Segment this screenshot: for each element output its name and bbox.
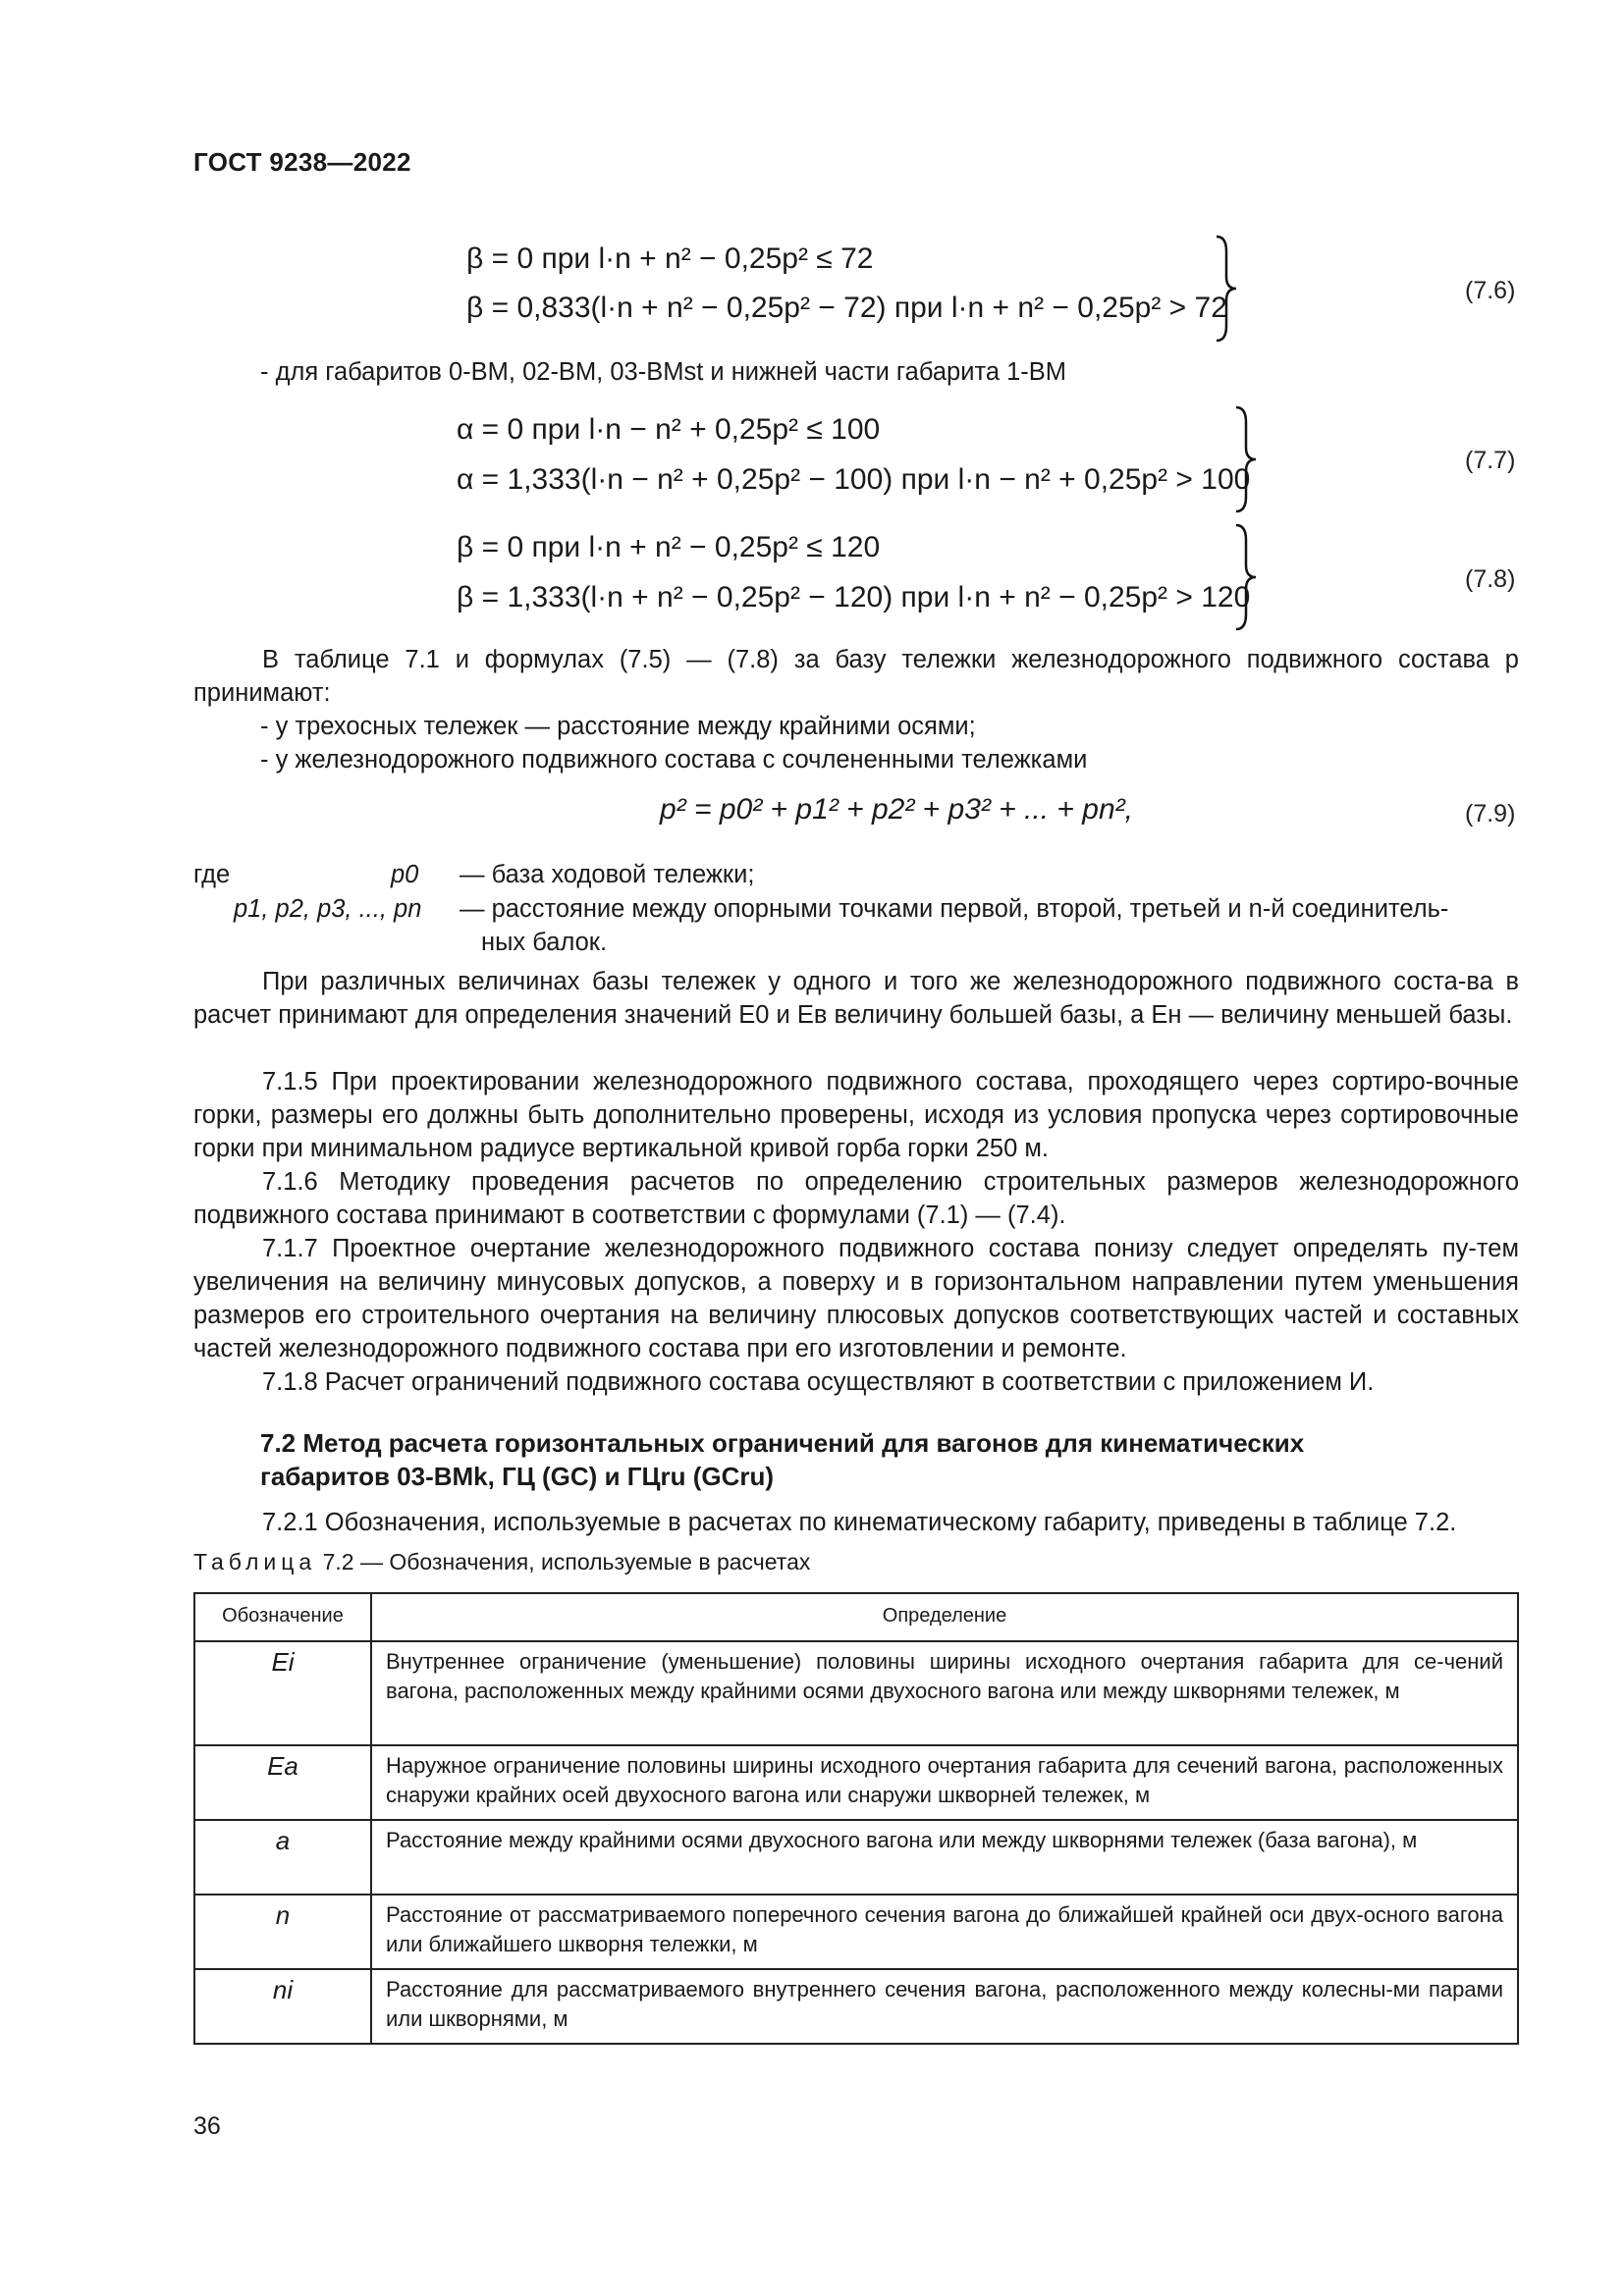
formula-7-9-number: (7.9) [1465,800,1516,828]
table-caption-title: 7.2 — Обозначения, используемые в расчетах [322,1549,811,1575]
notation-table [193,1592,1519,2045]
where-definition-p1-pn-line-2: ных балок. [481,929,608,956]
formula-7-7-line-2: α = 1,333(l·n − n² + 0,25p² − 100) при l·n − n² + 0,25p² > 100 [457,463,1251,496]
paragraph-7-1-8: 7.1.8 Расчет ограничений подвижного состава осуществляют в соответствии с приложением И. [262,1368,1375,1396]
paragraph-7-2-1: 7.2.1 Обозначения, используемые в расчетах по кинематическому габариту, приведены в таблице 7.2. [262,1509,1457,1536]
formula-7-9: p² = p0² + p1² + p2² + p3² + ... + pn², [660,793,1133,826]
where-definition-p0: — база ходовой тележки; [460,861,755,888]
table-row [194,1969,1518,2044]
paragraph-7-1-6: 7.1.6 Методику проведения расчетов по определению строительных размеров железнодорожного подвижного состава принимают в соответствии с формулами (7.1) — (7.4). [193,1168,1519,1229]
formula-7-8-line-2: β = 1,333(l·n + n² − 0,25p² − 120) при l·n + n² − 0,25p² > 120 [457,581,1251,614]
formula-7-7-number: (7.7) [1465,447,1516,474]
formula-7-8-brace [1232,522,1262,632]
gabarit-note: - для габаритов 0-ВМ, 02-ВМ, 03-ВМst и нижней части габарита 1-ВМ [260,358,1067,386]
table-caption [193,1549,810,1575]
paragraph-7-1-7: 7.1.7 Проектное очертание железнодорожного подвижного состава понизу следует определять пу-тем увеличения на величину минусовых допусков, а поверху и в горизонтальном направлении путем уменьшения размеров его строительного очертания на величину плюсовых допусков соответствующих частей и составных частей железнодорожного подвижного состава при его изготовлении и ремонте. [193,1235,1519,1362]
table-row [194,1820,1518,1895]
paragraph-bogie-base: В таблице 7.1 и формулах (7.5) — (7.8) за базу тележки железнодорожного подвижного состава p принимают: [193,646,1519,707]
where-label: где [193,861,231,888]
table-caption-word: Таблица [193,1549,317,1575]
table-header-row [194,1593,1518,1641]
section-heading-7-2-line-1: 7.2 Метод расчета горизонтальных ограничений для вагонов для кинематических [260,1428,1305,1458]
where-symbol-p0: p0 [391,861,419,888]
table-cell-definition: Расстояние между крайними осями двухосного вагона или между шкворнями тележек (база вагона), м [371,1820,1518,1895]
formula-7-8-line-1: β = 0 при l·n + n² − 0,25p² ≤ 120 [457,531,881,563]
table-header-definition: Определение [371,1593,1518,1641]
table-cell-symbol: a [194,1820,371,1895]
formula-7-7-line-1: α = 0 при l·n − n² + 0,25p² ≤ 100 [457,413,881,446]
formula-7-8-number: (7.8) [1465,565,1516,593]
table-cell-symbol: Ei [194,1641,371,1745]
where-definition-p1-pn-line-1: — расстояние между опорными точками первой, второй, третьей и n-й соединитель- [460,895,1449,923]
formula-7-6-number: (7.6) [1465,277,1516,304]
list-item-articulated: - у железнодорожного подвижного состава с сочлененными тележками [260,746,1088,774]
table-row [194,1745,1518,1820]
page-number: 36 [193,2112,221,2140]
table-cell-definition: Расстояние для рассматриваемого внутреннего сечения вагона, расположенного между колесны-ми парами или шкворнями, м [371,1969,1518,2044]
list-item-three-axle: - у трехосных тележек — расстояние между крайними осями; [260,713,976,740]
section-heading-7-2-line-2: габаритов 03-ВМk, ГЦ (GC) и ГЦru (GCru) [260,1462,775,1491]
formula-7-6-line-2: β = 0,833(l·n + n² − 0,25p² − 72) при l·n + n² − 0,25p² > 72 [466,292,1227,324]
table-row [194,1641,1518,1745]
table-header-symbol: Обозначение [194,1593,371,1641]
formula-7-6-brace [1213,234,1242,344]
table-row [194,1895,1518,1969]
formula-7-6-line-1: β = 0 при l·n + n² − 0,25p² ≤ 72 [466,242,874,275]
table-cell-symbol: Ea [194,1745,371,1820]
paragraph-different-bases: При различных величинах базы тележек у одного и того же железнодорожного подвижного соста-ва в расчет принимают для определения значений E0 и Eв величину большей базы, а Eн — величину меньшей базы. [193,968,1519,1029]
paragraph-7-1-5: 7.1.5 При проектировании железнодорожного подвижного состава, проходящего через сортиро-вочные горки, размеры его должны быть дополнительно проверены, исходя из условия пропуска через сортировочные горки при минимальном радиусе вертикальной кривой горба горки 250 м. [193,1068,1519,1162]
formula-7-7-brace [1232,404,1262,514]
table-cell-symbol: n [194,1895,371,1969]
where-symbol-p1-pn: p1, p2, p3, ..., pn [234,895,422,923]
table-cell-definition: Наружное ограничение половины ширины исходного очертания габарита для сечений вагона, расположенных снаружи крайних осей двухосного вагона или снаружи шкворней тележек, м [371,1745,1518,1820]
table-cell-definition: Расстояние от рассматриваемого поперечного сечения вагона до ближайшей крайней оси двух-осного вагона или ближайшего шкворня тележки, м [371,1895,1518,1969]
document-header: ГОСТ 9238—2022 [193,147,411,177]
table-cell-symbol: ni [194,1969,371,2044]
table-cell-definition: Внутреннее ограничение (уменьшение) половины ширины исходного очертания габарита для се-чений вагона, расположенных между крайними осями двухосного вагона или между шкворнями тележек, м [371,1641,1518,1745]
